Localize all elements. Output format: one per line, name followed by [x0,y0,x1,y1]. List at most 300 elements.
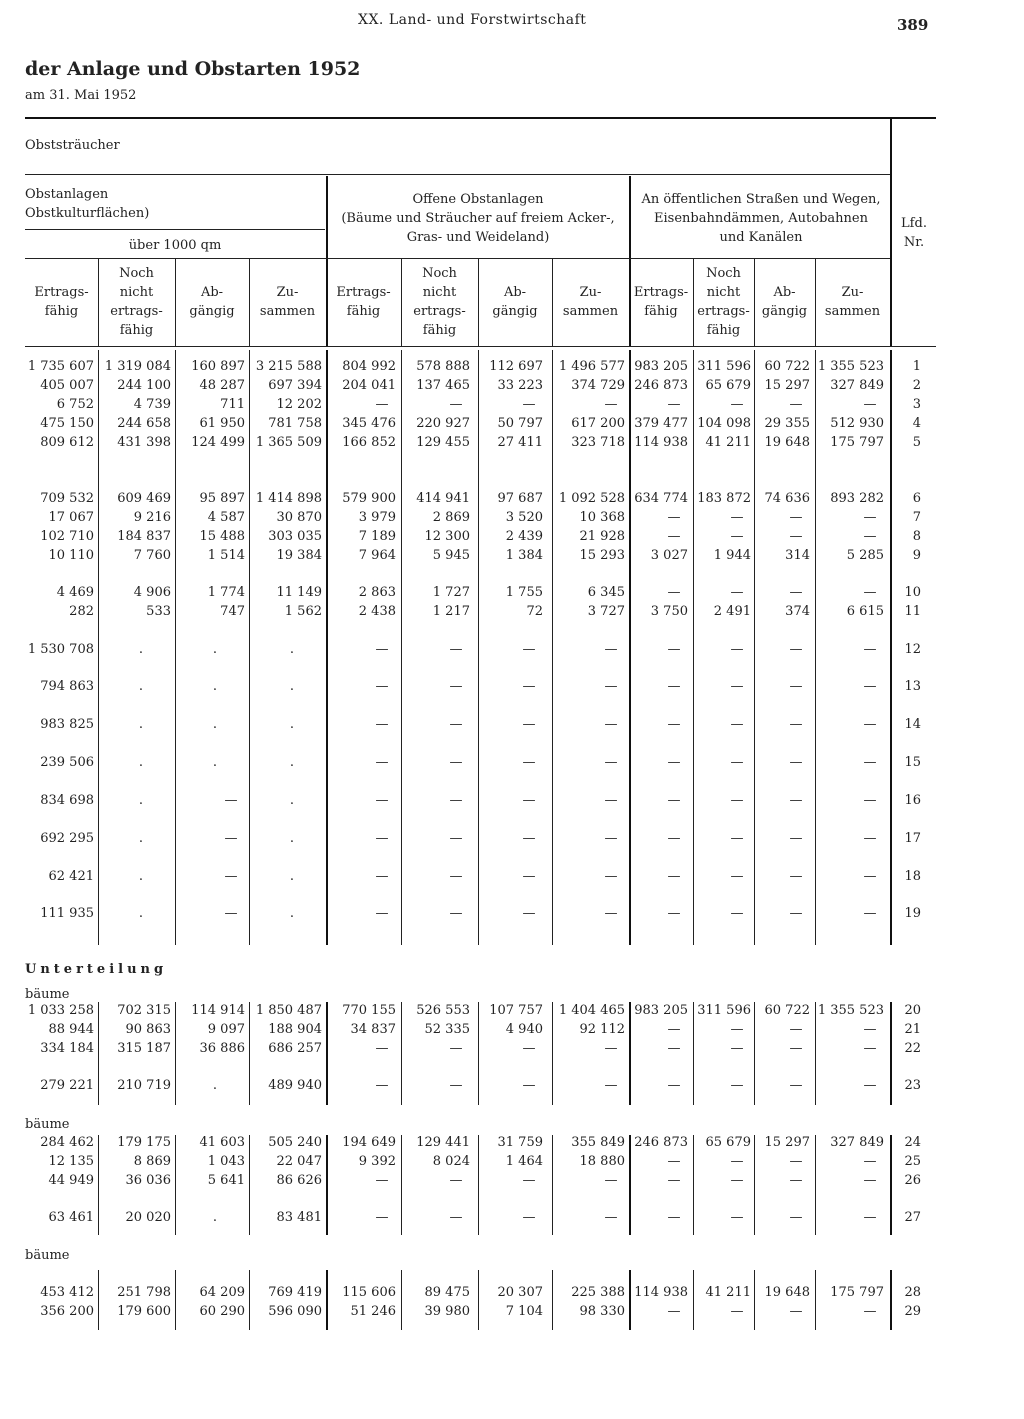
table-cell: — [522,869,536,884]
table-cell: — [863,1210,877,1225]
row-number: 24 [904,1135,921,1150]
table-cell: 526 553 [416,1003,470,1018]
table-cell: 51 246 [350,1304,396,1319]
table-cell: 115 606 [342,1285,396,1300]
table-cell: 9 216 [133,510,171,525]
table-cell: — [375,1173,389,1188]
table-cell: 1 384 [505,548,543,563]
table-cell: . [212,755,218,770]
table-cell: — [667,1173,681,1188]
table-cell: — [522,793,536,808]
table-cell: 107 757 [489,1003,543,1018]
table-cell: 617 200 [571,416,625,431]
table-cell: — [449,755,463,770]
column-header-6: Noch nicht ertrags- fähig [413,266,466,338]
table-cell: 5 945 [432,548,470,563]
row-number: 17 [904,831,921,846]
row-number: 15 [904,755,921,770]
table-cell: 4 739 [133,397,171,412]
table-cell: 282 [69,604,94,619]
table-cell: 596 090 [268,1304,322,1319]
page-subtitle: am 31. Mai 1952 [25,88,137,103]
row-number: 5 [912,435,921,450]
table-cell: 1 365 509 [255,435,322,450]
table-cell: 1 043 [207,1154,245,1169]
table-cell: 983 825 [40,717,94,732]
table-cell: 179 600 [117,1304,171,1319]
table-cell: 11 149 [276,585,322,600]
table-cell: 60 722 [764,359,810,374]
table-cell: 1 404 465 [558,1003,625,1018]
table-cell: — [522,755,536,770]
table-cell: — [449,397,463,412]
group-header-1: Obstanlagen Obstkulturflächen) [25,187,150,221]
table-cell: — [604,755,618,770]
table-cell: — [730,529,744,544]
table-cell: — [863,397,877,412]
table-cell: — [863,869,877,884]
table-cell: 374 [785,604,810,619]
table-cell: 12 135 [48,1154,94,1169]
table-cell: 17 067 [48,510,94,525]
table-cell: 188 904 [268,1022,322,1037]
table-cell: 20 020 [125,1210,171,1225]
table-cell: 2 869 [432,510,470,525]
table-cell: 5 285 [846,548,884,563]
table-cell: 578 888 [416,359,470,374]
table-cell: — [375,397,389,412]
table-cell: — [730,1304,744,1319]
table-cell: 18 880 [579,1154,625,1169]
table-cell: — [730,755,744,770]
table-cell: — [449,1041,463,1056]
table-cell: 686 257 [268,1041,322,1056]
table-cell: — [789,397,803,412]
table-cell: 33 223 [497,378,543,393]
table-cell: 15 297 [764,378,810,393]
table-cell: — [863,510,877,525]
table-cell: — [730,585,744,600]
table-cell: 41 211 [705,435,751,450]
table-cell: . [289,755,295,770]
table-cell: 2 491 [713,604,751,619]
table-cell: 19 648 [764,1285,810,1300]
row-number: 16 [904,793,921,808]
table-cell: 10 368 [579,510,625,525]
table-cell: 702 315 [117,1003,171,1018]
row-number: 8 [912,529,921,544]
table-cell: 374 729 [571,378,625,393]
table-cell: 327 849 [830,378,884,393]
table-cell: 244 100 [117,378,171,393]
table-cell: 711 [220,397,245,412]
section-label-1: bäume [25,987,70,1002]
table-cell: 1 217 [432,604,470,619]
group-divider-1 [326,176,328,347]
table-cell: — [863,1304,877,1319]
table-cell: 1 755 [505,585,543,600]
table-cell: 804 992 [342,359,396,374]
table-cell: — [863,585,877,600]
table-cell: 5 641 [207,1173,245,1188]
table-cell: 183 872 [697,491,751,506]
table-cell: 3 750 [650,604,688,619]
table-cell: — [789,642,803,657]
table-cell: — [730,642,744,657]
group-header-3: An öffentlichen Straßen und Wegen, Eisenbahndämmen, Autobahnen und Kanälen [641,192,881,245]
table-cell: — [863,717,877,732]
table-cell: 3 027 [650,548,688,563]
table-cell: — [667,585,681,600]
table-cell: 327 849 [830,1135,884,1150]
table-cell: 12 300 [424,529,470,544]
table-cell: . [212,679,218,694]
table-cell: 7 964 [358,548,396,563]
table-cell: 41 603 [199,1135,245,1150]
column-header-7: Ab- gängig [492,285,538,319]
table-cell: 983 205 [634,359,688,374]
table-cell: — [789,585,803,600]
table-cell: — [730,1041,744,1056]
running-header: XX. Land- und Forstwirtschaft [358,12,587,28]
table-cell: 36 036 [125,1173,171,1188]
table-cell: 74 636 [764,491,810,506]
table-cell: — [863,642,877,657]
table-cell: 9 392 [358,1154,396,1169]
top-group-rule [25,174,890,175]
table-cell: 303 035 [268,529,322,544]
table-cell: — [730,679,744,694]
table-cell: 311 596 [697,1003,751,1018]
table-cell: 893 282 [830,491,884,506]
table-cell: — [667,1022,681,1037]
table-cell: 30 870 [276,510,322,525]
table-cell: 809 612 [40,435,94,450]
table-cell: — [789,1173,803,1188]
table-cell: 10 110 [48,548,94,563]
table-cell: 129 455 [416,435,470,450]
table-cell: 50 797 [497,416,543,431]
table-cell: 102 710 [40,529,94,544]
table-cell: — [863,1078,877,1093]
section-label-3: bäume [25,1248,70,1263]
table-cell: 112 697 [489,359,543,374]
table-cell: — [224,793,238,808]
table-cell: 114 938 [634,435,688,450]
table-cell: — [449,679,463,694]
table-cell: 15 293 [579,548,625,563]
table-cell: 20 307 [497,1285,543,1300]
column-rule [478,259,479,346]
row-number: 29 [904,1304,921,1319]
table-cell: — [522,1041,536,1056]
table-cell: 98 330 [579,1304,625,1319]
table-cell: 12 202 [276,397,322,412]
table-cell: — [449,906,463,921]
column-rule [815,259,816,346]
table-cell: — [604,906,618,921]
table-cell: 90 863 [125,1022,171,1037]
top-group-label: Obststräucher [25,138,120,153]
column-rule [693,259,694,346]
table-cell: — [224,906,238,921]
table-cell: 609 469 [117,491,171,506]
table-cell: 284 462 [40,1135,94,1150]
table-cell: 29 355 [764,416,810,431]
group-header-2: Offene Obstanlagen (Bäume und Sträucher auf freiem Acker-, Gras- und Weideland) [341,192,615,245]
table-cell: 4 587 [207,510,245,525]
table-cell: 533 [146,604,171,619]
table-cell: 1 319 084 [104,359,171,374]
table-cell: — [667,642,681,657]
table-cell: 453 412 [40,1285,94,1300]
table-cell: 39 980 [424,1304,470,1319]
table-cell: — [522,1078,536,1093]
table-cell: — [522,717,536,732]
table-cell: 44 949 [48,1173,94,1188]
table-cell: — [604,1210,618,1225]
table-cell: — [604,397,618,412]
table-cell: 2 439 [505,529,543,544]
page-title: der Anlage und Obstarten 1952 [25,58,361,80]
table-cell: — [667,679,681,694]
section-title: Unterteilung [25,962,168,977]
table-cell: — [375,793,389,808]
row-number: 12 [904,642,921,657]
column-header-12: Zu- sammen [824,285,881,319]
table-cell: — [522,642,536,657]
table-cell: — [789,755,803,770]
table-cell: 709 532 [40,491,94,506]
table-cell: 1 735 607 [27,359,94,374]
table-cell: — [375,717,389,732]
table-cell: . [289,869,295,884]
row-number: 9 [912,548,921,563]
table-cell: 175 797 [830,435,884,450]
table-cell: 3 979 [358,510,396,525]
row-number: 18 [904,869,921,884]
table-cell: . [138,869,144,884]
row-number: 25 [904,1154,921,1169]
table-cell: 60 722 [764,1003,810,1018]
table-cell: . [138,831,144,846]
table-cell: 414 941 [416,491,470,506]
table-cell: — [667,1304,681,1319]
group-divider-2 [629,176,631,347]
table-cell: 6 615 [846,604,884,619]
column-rule [249,259,250,346]
table-cell: — [730,1154,744,1169]
table-cell: 3 520 [505,510,543,525]
lfd-header: Lfd. Nr. [901,216,927,250]
column-header-5: Ertrags- fähig [336,285,391,319]
table-cell: 83 481 [276,1210,322,1225]
table-cell: — [375,1041,389,1056]
table-cell: — [789,1078,803,1093]
table-cell: — [789,1154,803,1169]
table-cell: . [289,717,295,732]
table-cell: 65 679 [705,1135,751,1150]
table-cell: 64 209 [199,1285,245,1300]
table-cell: — [667,1154,681,1169]
table-cell: — [449,717,463,732]
table-cell: — [604,869,618,884]
table-cell: — [863,755,877,770]
column-header-3: Ab- gängig [189,285,235,319]
table-cell: 692 295 [40,831,94,846]
table-cell: 246 873 [634,1135,688,1150]
table-cell: 770 155 [342,1003,396,1018]
table-cell: 356 200 [40,1304,94,1319]
table-cell: — [522,1173,536,1188]
row-number: 2 [912,378,921,393]
table-cell: . [138,642,144,657]
table-cell: — [604,793,618,808]
table-cell: 48 287 [199,378,245,393]
row-number: 7 [912,510,921,525]
table-cell: — [863,1041,877,1056]
column-header-2: Noch nicht ertrags- fähig [110,266,163,338]
table-cell: — [667,510,681,525]
row-number: 21 [904,1022,921,1037]
table-cell: — [863,831,877,846]
table-cell: 7 104 [505,1304,543,1319]
table-cell: 379 477 [634,416,688,431]
column-rule [175,259,176,346]
table-cell: — [224,869,238,884]
table-cell: — [789,679,803,694]
table-cell: 334 184 [40,1041,94,1056]
table-cell: 111 935 [40,906,94,921]
table-cell: — [667,869,681,884]
colheader-top-rule [25,258,890,259]
column-header-9: Ertrags- fähig [633,285,689,319]
table-cell: — [863,529,877,544]
table-cell: 323 718 [571,435,625,450]
table-cell: 1 033 258 [27,1003,94,1018]
table-cell: . [289,679,295,694]
table-cell: — [730,1210,744,1225]
table-cell: 31 759 [497,1135,543,1150]
table-cell: — [522,906,536,921]
table-cell: — [789,793,803,808]
table-cell: — [449,1173,463,1188]
table-cell: — [375,1078,389,1093]
row-number: 26 [904,1173,921,1188]
table-cell: . [212,717,218,732]
table-cell: 8 869 [133,1154,171,1169]
section-label-2: bäume [25,1117,70,1132]
table-cell: 2 438 [358,604,396,619]
table-cell: — [730,906,744,921]
table-cell: 244 658 [117,416,171,431]
row-number: 28 [904,1285,921,1300]
table-cell: — [522,679,536,694]
table-cell: 834 698 [40,793,94,808]
group-1-subrule [25,229,325,230]
table-cell: — [449,831,463,846]
table-cell: 104 098 [697,416,751,431]
table-cell: — [522,397,536,412]
table-cell: 4 469 [56,585,94,600]
table-cell: — [375,679,389,694]
table-cell: — [375,755,389,770]
table-cell: 1 514 [207,548,245,563]
table-cell: 983 205 [634,1003,688,1018]
table-cell: — [604,1173,618,1188]
table-cell: — [789,717,803,732]
table-cell: 52 335 [424,1022,470,1037]
table-cell: — [863,1154,877,1169]
table-cell: 7 760 [133,548,171,563]
table-cell: — [667,793,681,808]
table-cell: . [138,755,144,770]
table-cell: — [224,831,238,846]
row-number: 1 [912,359,921,374]
table-cell: — [863,793,877,808]
table-cell: 63 461 [48,1210,94,1225]
column-header-1: Ertrags- fähig [34,285,89,319]
header-bottom-rule [25,346,936,347]
table-cell: 72 [526,604,543,619]
table-cell: 166 852 [342,435,396,450]
table-cell: 769 419 [268,1285,322,1300]
table-cell: — [449,793,463,808]
table-cell: — [863,1173,877,1188]
table-cell: 311 596 [697,359,751,374]
table-cell: . [138,793,144,808]
table-cell: — [789,510,803,525]
column-header-4: Zu- sammen [259,285,316,319]
table-cell: 1 496 577 [558,359,625,374]
table-cell: 21 928 [579,529,625,544]
table-cell: 210 719 [117,1078,171,1093]
table-cell: 27 411 [497,435,543,450]
table-cell: 355 849 [571,1135,625,1150]
table-cell: 1 774 [207,585,245,600]
table-cell: 1 092 528 [558,491,625,506]
table-cell: 184 837 [117,529,171,544]
table-cell: 579 900 [342,491,396,506]
table-cell: . [138,906,144,921]
row-number: 23 [904,1078,921,1093]
table-cell: — [667,1041,681,1056]
table-cell: 431 398 [117,435,171,450]
table-cell: 1 562 [284,604,322,619]
table-cell: — [730,1022,744,1037]
table-cell: — [667,529,681,544]
table-cell: 19 384 [276,548,322,563]
table-cell: 9 097 [207,1022,245,1037]
table-cell: 1 464 [505,1154,543,1169]
table-cell: 794 863 [40,679,94,694]
table-cell: — [604,642,618,657]
table-cell: 88 944 [48,1022,94,1037]
table-cell: 160 897 [191,359,245,374]
table-cell: — [667,755,681,770]
table-cell: 86 626 [276,1173,322,1188]
table-cell: 60 290 [199,1304,245,1319]
table-cell: 3 215 588 [255,359,322,374]
table-cell: 220 927 [416,416,470,431]
row-number: 6 [912,491,921,506]
table-cell: 194 649 [342,1135,396,1150]
table-cell: — [789,1304,803,1319]
row-number: 13 [904,679,921,694]
table-cell: 634 774 [634,491,688,506]
table-cell: 505 240 [268,1135,322,1150]
table-cell: 6 752 [56,397,94,412]
